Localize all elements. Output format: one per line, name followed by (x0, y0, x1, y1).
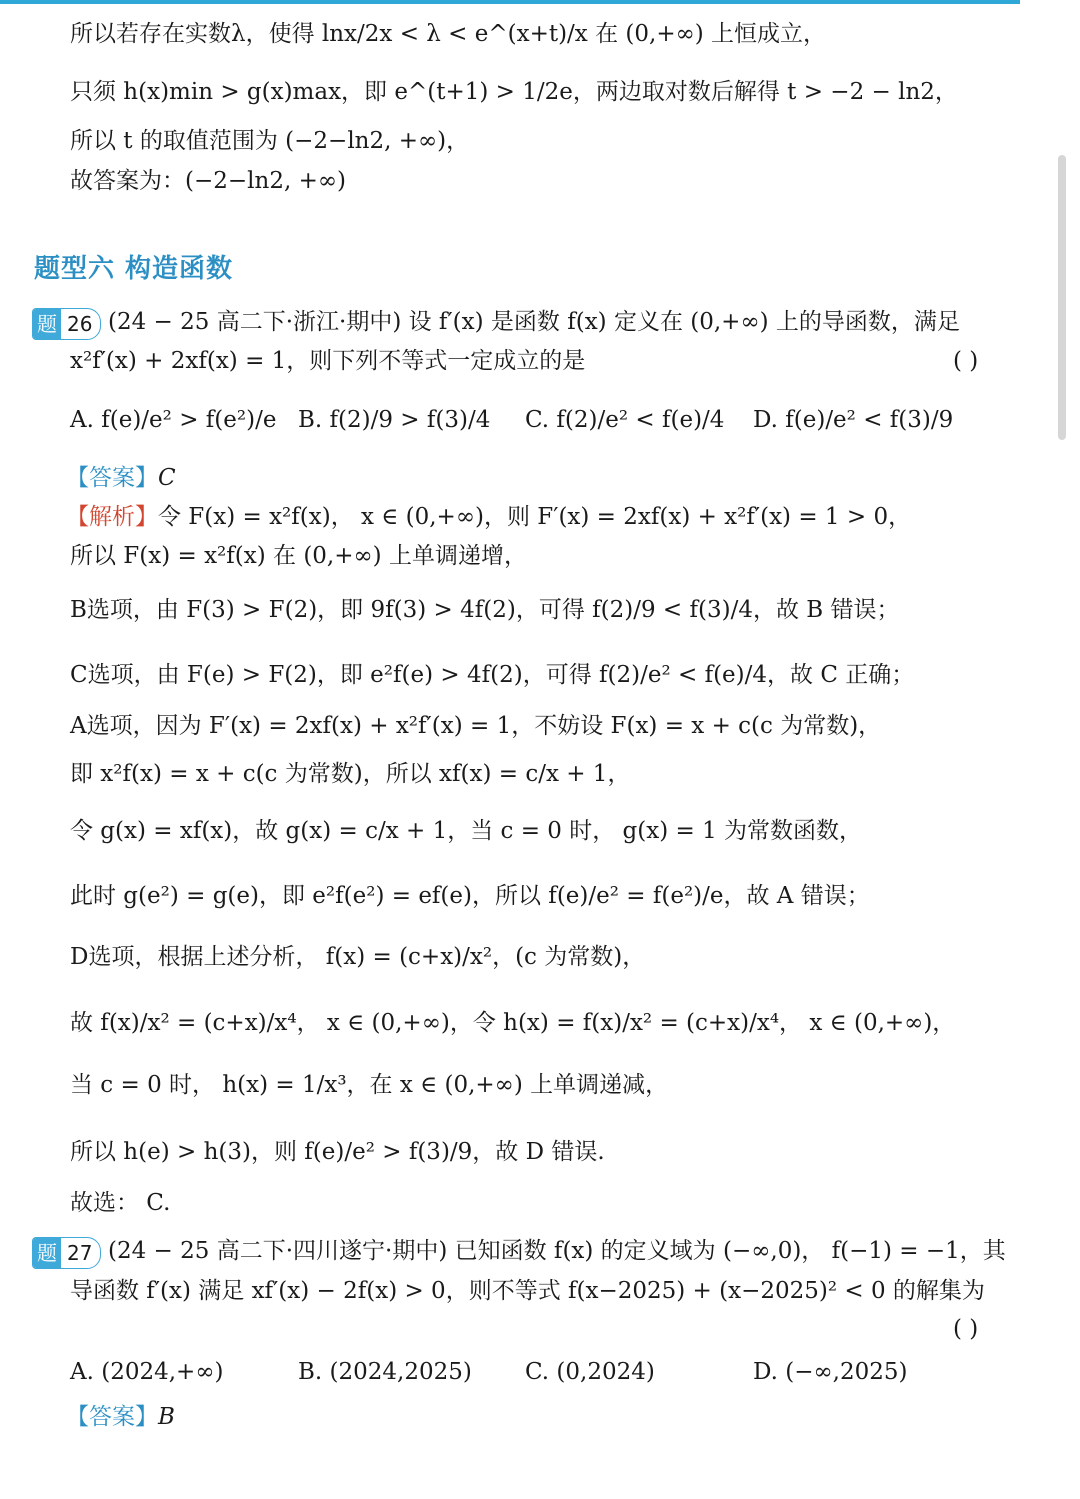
question-text: (24 − 25 高二下·浙江·期中) 设 f′(x) 是函数 f(x) 定义在 (0,+∞) 上的导函数，满足 (108, 309, 960, 335)
answer-tag: 【答案】 (66, 1404, 158, 1430)
analysis-tag: 【解析】 (66, 504, 158, 530)
question-text: (24 − 25 高二下·四川遂宁·期中) 已知函数 f(x) 的定义域为 (−∞,0)， f(−1) = −1，其 (108, 1238, 1006, 1264)
question-text: 导函数 f′(x) 满足 xf′(x) − 2f(x) > 0，则不等式 f(x−2025) + (x−2025)² < 0 的解集为 (70, 1278, 985, 1304)
answer-tag: 【答案】 (66, 465, 158, 491)
answer-line (66, 1397, 175, 1437)
answer-value: C (158, 465, 176, 491)
analysis-text: 即 x²f(x) = x + c(c 为常数)，所以 xf(x) = c/x + 1， (70, 761, 631, 787)
analysis-text: D选项，根据上述分析， f(x) = (c+x)/x²，(c 为常数)， (70, 944, 646, 970)
answer-value: B (158, 1404, 175, 1430)
option-b: B. (2024,2025) (298, 1359, 472, 1385)
answer-line (66, 458, 176, 498)
text-line: 只须 h(x)min > g(x)max，即 e^(t+1) > 1/2e，两边取对数后解得 t > −2 − ln2， (70, 79, 958, 105)
analysis-text: C选项，由 F(e) > F(2)，即 e²f(e) > 4f(2)，可得 f(2)/e² < f(e)/4，故 C 正确； (70, 662, 915, 688)
badge-label: 题 (33, 1238, 61, 1268)
question-badge (32, 1237, 101, 1269)
analysis-text: A选项，因为 F′(x) = 2xf(x) + x²f′(x) = 1，不妨设 F(x) = x + c(c 为常数)， (70, 713, 882, 739)
analysis-line (66, 497, 911, 537)
question-text: x²f′(x) + 2xf(x) = 1，则下列不等式一定成立的是 (70, 348, 586, 374)
analysis-text: 令 g(x) = xf(x)，故 g(x) = c/x + 1，当 c = 0 时， g(x) = 1 为常数函数， (70, 818, 863, 844)
option-c: C. f(2)/e² < f(e)/4 (525, 407, 725, 433)
top-accent-bar (0, 0, 1020, 4)
answer-blank: ( ) (953, 348, 979, 374)
analysis-text: 当 c = 0 时， h(x) = 1/x³，在 x ∈ (0,+∞) 上单调递减， (70, 1072, 669, 1098)
question-number: 26 (67, 312, 93, 336)
question-badge (32, 308, 101, 340)
text-line: 故答案为：(−2−ln2, +∞) (70, 168, 346, 194)
analysis-text: 所以 h(e) > h(3)，则 f(e)/e² > f(3)/9，故 D 错误. (70, 1139, 605, 1165)
analysis-text: 故 f(x)/x² = (c+x)/x⁴， x ∈ (0,+∞)，令 h(x) = f(x)/x² = (c+x)/x⁴， x ∈ (0,+∞)， (70, 1010, 956, 1036)
question-number: 27 (67, 1241, 93, 1265)
option-a: A. (2024,+∞) (70, 1359, 224, 1385)
option-c: C. (0,2024) (525, 1359, 655, 1385)
analysis-text: 所以 F(x) = x²f(x) 在 (0,+∞) 上单调递增， (70, 543, 527, 569)
answer-blank: ( ) (953, 1316, 979, 1342)
text-line: 所以若存在实数λ，使得 lnx/2x < λ < e^(x+t)/x 在 (0,+∞) 上恒成立， (70, 21, 827, 47)
option-b: B. f(2)/9 > f(3)/4 (298, 407, 491, 433)
analysis-text: B选项，由 F(3) > F(2)，即 9f(3) > 4f(2)，可得 f(2)/9 < f(3)/4，故 B 错误； (70, 597, 900, 623)
option-d: D. f(e)/e² < f(3)/9 (753, 407, 954, 433)
section-title: 题型六 构造函数 (34, 254, 234, 284)
analysis-text: 此时 g(e²) = g(e)，即 e²f(e²) = ef(e)，所以 f(e)/e² = f(e²)/e，故 A 错误； (70, 883, 870, 909)
text-line: 所以 t 的取值范围为 (−2−ln2, +∞)， (70, 128, 470, 154)
analysis-text: 故选： C. (70, 1190, 171, 1216)
analysis-text: 令 F(x) = x²f(x)， x ∈ (0,+∞)，则 F′(x) = 2xf(x) + x²f′(x) = 1 > 0， (158, 504, 912, 530)
badge-label: 题 (33, 309, 61, 339)
scrollbar[interactable] (1058, 155, 1066, 440)
option-d: D. (−∞,2025) (753, 1359, 908, 1385)
option-a: A. f(e)/e² > f(e²)/e (70, 407, 277, 433)
